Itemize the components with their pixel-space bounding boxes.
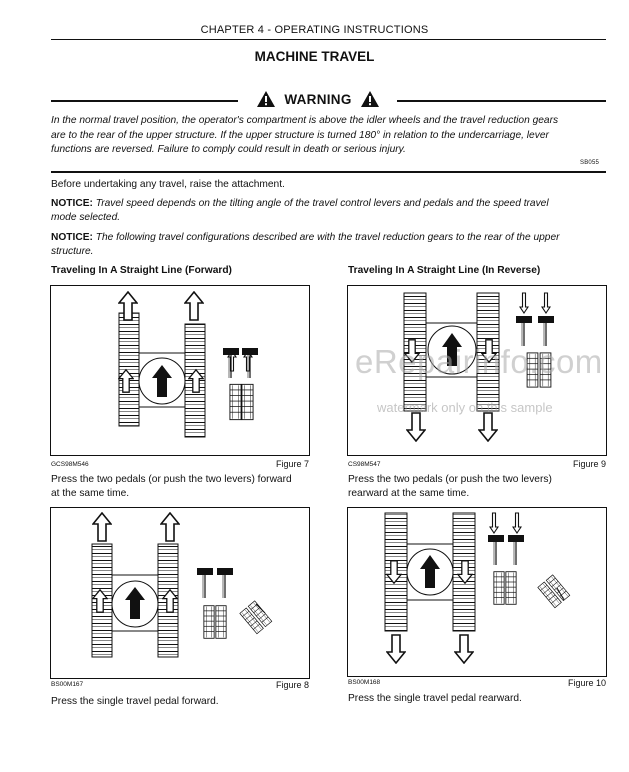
section-heading-forward: Traveling In A Straight Line (Forward) bbox=[51, 265, 232, 276]
travel-lever-icon bbox=[516, 316, 532, 346]
caption-line: Press the single travel pedal rearward. bbox=[348, 693, 522, 704]
figure-caption bbox=[348, 692, 608, 706]
notice-text: structure. bbox=[51, 246, 94, 257]
track-arrow-icon bbox=[185, 292, 203, 320]
travel-pedal-icon bbox=[204, 606, 214, 639]
warning-rule-left bbox=[51, 100, 238, 102]
warning-rule-right bbox=[397, 100, 606, 102]
travel-lever-icon bbox=[197, 568, 213, 598]
figure-10-diagram bbox=[347, 507, 607, 677]
single-pedal-forward-illustration bbox=[51, 508, 309, 678]
single-pedal-reverse-illustration bbox=[348, 508, 606, 676]
travel-lever-icon bbox=[508, 535, 524, 565]
figure-7-diagram bbox=[50, 285, 310, 456]
left-track bbox=[119, 313, 139, 426]
section-heading-reverse: Traveling In A Straight Line (In Reverse) bbox=[348, 265, 541, 276]
track-arrow-icon bbox=[387, 635, 405, 663]
warning-triangle-icon bbox=[360, 90, 380, 108]
travel-lever-icon bbox=[223, 348, 239, 378]
notice-label: NOTICE: bbox=[51, 198, 93, 209]
watermark-text: eRepairinfo.com bbox=[355, 343, 603, 380]
figure-caption bbox=[51, 473, 311, 501]
travel-pedal-icon bbox=[494, 572, 504, 605]
travel-pedal-icon bbox=[506, 572, 516, 605]
caption-line: rearward at the same time. bbox=[348, 488, 470, 499]
lever-arrow-icon bbox=[513, 513, 521, 533]
watermark-subtext: watermark only on this sample bbox=[377, 400, 553, 415]
travel-pedal-icon bbox=[216, 606, 226, 639]
figure-label: Figure 10 bbox=[568, 678, 607, 688]
track-arrow-icon bbox=[93, 513, 111, 541]
travel-pedal-icon bbox=[242, 384, 253, 419]
notice-paragraph-1 bbox=[51, 197, 606, 225]
warning-triangle-icon bbox=[256, 90, 276, 108]
track-arrow-icon bbox=[161, 513, 179, 541]
travel-lever-icon bbox=[217, 568, 233, 598]
warning-line: are to the rear of the upper structure. If the upper structure is turned 180° in relation to the undercarriage, lever bbox=[51, 129, 549, 141]
notice-text: mode selected. bbox=[51, 212, 121, 223]
forward-travel-illustration bbox=[51, 286, 309, 455]
track-arrow-icon bbox=[479, 413, 497, 441]
figure-caption bbox=[51, 695, 311, 709]
warning-heading bbox=[240, 88, 396, 110]
chapter-header: CHAPTER 4 - OPERATING INSTRUCTIONS bbox=[200, 24, 429, 36]
notice-label: NOTICE: bbox=[51, 232, 93, 243]
caption-line: at the same time. bbox=[51, 488, 130, 499]
caption-line: Press the single travel pedal forward. bbox=[51, 696, 219, 707]
single-pedal-group bbox=[538, 575, 570, 608]
travel-lever-icon bbox=[538, 316, 554, 346]
figure-label: Figure 7 bbox=[276, 459, 310, 469]
page-title: MACHINE TRAVEL bbox=[254, 49, 375, 64]
figure-caption bbox=[348, 473, 608, 501]
figure-code: GCS98M546 bbox=[51, 461, 89, 468]
figure-code: BS00M168 bbox=[348, 679, 381, 686]
travel-pedal-icon bbox=[230, 384, 241, 419]
track-arrow-icon bbox=[455, 635, 473, 663]
track-arrow-icon bbox=[407, 413, 425, 441]
caption-line: Press the two pedals (or push the two levers) forward bbox=[51, 474, 292, 485]
figure-code: BS00M167 bbox=[51, 681, 84, 688]
figure-label: Figure 8 bbox=[276, 680, 310, 690]
intro-paragraph: Before undertaking any travel, raise the attachment. bbox=[51, 179, 285, 190]
warning-text bbox=[51, 114, 606, 158]
lever-arrow-icon bbox=[520, 293, 528, 313]
lever-arrow-icon bbox=[490, 513, 498, 533]
travel-lever-icon bbox=[242, 348, 258, 378]
warning-label: WARNING bbox=[284, 91, 352, 107]
notice-text: The following travel configurations described are with the travel reduction gears to the rear of the upper bbox=[95, 232, 560, 243]
figure-8-diagram bbox=[50, 507, 310, 679]
warning-rule-bottom bbox=[51, 171, 606, 173]
notice-paragraph-2 bbox=[51, 231, 606, 259]
caption-line: Press the two pedals (or push the two levers) bbox=[348, 474, 552, 485]
header-rule bbox=[51, 39, 606, 40]
single-pedal-group bbox=[240, 601, 272, 634]
warning-line: functions are reversed. Failure to comply could result in death or serious injury. bbox=[51, 144, 406, 155]
figure-label: Figure 9 bbox=[573, 459, 607, 469]
warning-code: SB055 bbox=[580, 160, 600, 166]
travel-lever-icon bbox=[488, 535, 504, 565]
lever-arrow-icon bbox=[542, 293, 550, 313]
notice-text: Travel speed depends on the tilting angle of the travel control levers and pedals and the speed travel bbox=[95, 198, 549, 209]
warning-line: In the normal travel position, the operator's compartment is above the idler wheels and the travel reduction gears bbox=[51, 115, 559, 126]
figure-code: CS98M547 bbox=[348, 461, 381, 468]
